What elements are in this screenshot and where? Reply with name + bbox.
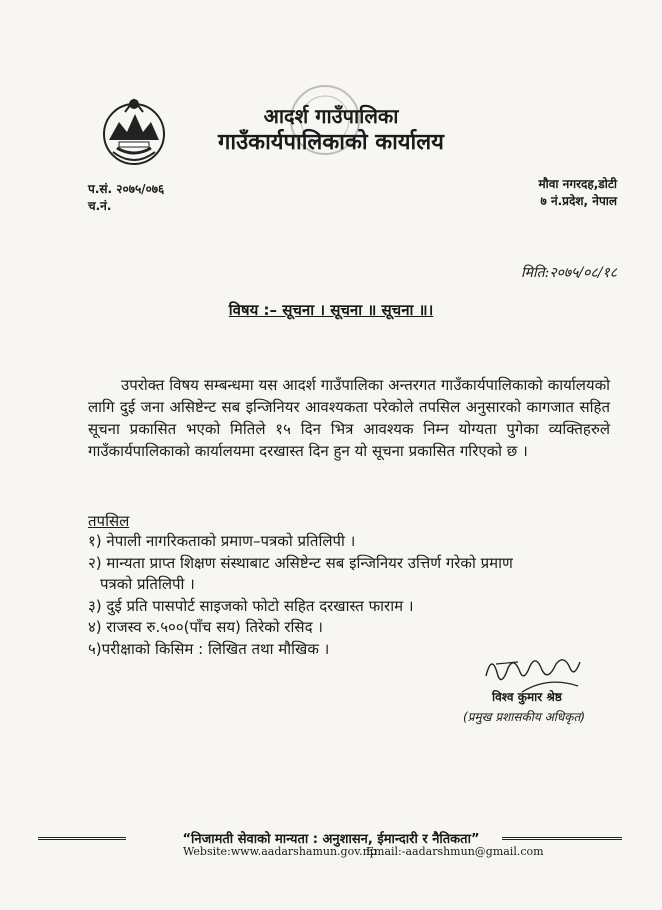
footer-email: Email:-aadarshmun@gmail.com [366,845,544,858]
address-line-2: ७ नं.प्रदेश, नेपाल [540,194,617,208]
dispatch-number: च.नं. [88,199,112,213]
list-item: १) नेपाली नागरिकताको प्रमाण–पत्रको प्रतिलिपी । [88,532,356,550]
reference-block [88,181,164,215]
list-item: ३) दुई प्रति पासपोर्ट साइजको फोटो सहित दरखास्त फाराम । [88,596,414,615]
list-item: ५)परीक्षाको किसिम : लिखित तथा मौखिक । [88,639,330,658]
subject-line [0,300,662,320]
signatory-title: (प्रमुख प्रशासकीय अधिकृत) [463,710,586,724]
address-block [538,176,617,210]
signatory-name: विश्व कुमार श्रेष्ठ [492,690,562,704]
list-item: ४) राजस्व रु.५००(पाँच सय) तिरेको रसिद । [88,618,323,636]
requirements-list [88,531,610,660]
footer-motto: “निजामती सेवाको मान्यता : अनुशासन, ईमान्दारी र नैतिकता” [182,832,480,847]
address-line-1: मौवा नगरदह,डोटी [538,177,617,191]
notice-body: उपरोक्त विषय सम्बन्धमा यस आदर्श गाउँपालिका अन्तरगत गाउँकार्यपालिकाको कार्यालयको लागि दुई जना असिष्टेन्ट सब इन्जिनियर आवश्यकता परेकोले तपसिल अनुसारको कागजात सहित सूचना प्रकासित भएको मितिले १५ दिन भित्र आवश्यक निम्न योग्यता पुगेका व्यक्तिहरुले गाउँकार्यपालिकाको कार्यालयमा दरखास्त दिन हुन यो सूचना प्रकासित गरिएको छ । [88,376,610,460]
list-heading: तपसिल [88,512,130,530]
office-name: गाउँकार्यपालिकाको कार्यालय [218,130,444,155]
footer-website: Website:www.aadarshamun.gov.np [183,845,377,858]
letter-date: मिति:२०७५/०८/१८ [521,265,617,281]
list-item: २) मान्यता प्राप्त शिक्षण संस्थाबाट असिष्टेन्ट सब इन्जिनियर उत्तिर्ण गरेको प्रमाण पत्रको प्रतिलिपी । [88,553,513,593]
reference-number: प.सं. २०७५/०७६ [88,182,165,196]
organization-name: आदर्श गाउँपालिका [263,104,399,128]
subject-text: विषय :– सूचना । सूचना ॥ सूचना ॥। [228,301,434,319]
